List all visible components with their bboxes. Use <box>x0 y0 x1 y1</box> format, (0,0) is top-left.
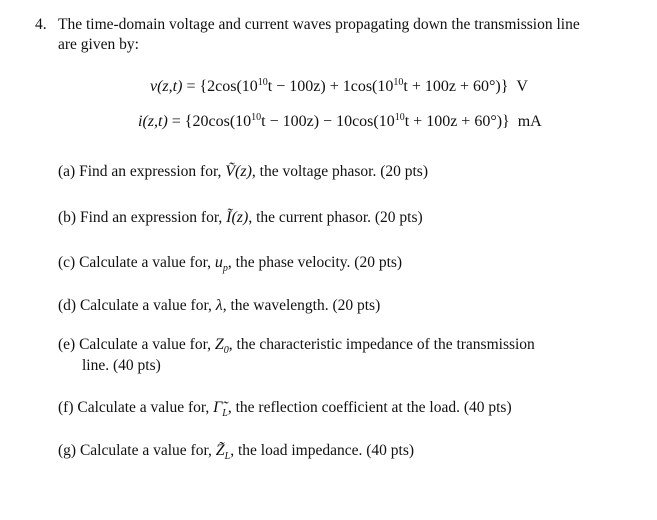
part-g <box>58 442 414 462</box>
current-rhs-c: t + 100z + 60°)} <box>404 113 510 130</box>
part-e-symbol <box>214 336 229 357</box>
part-e-suffix: , the characteristic impedance of the transmission <box>228 336 535 353</box>
part-c-suffix: , the phase velocity. (20 pts) <box>227 254 403 271</box>
voltage-exp-a: 10 <box>257 77 268 88</box>
part-g-symbol-sub: L <box>224 451 231 463</box>
part-c-symbol-main: u <box>214 254 223 271</box>
part-b-symbol: Ĩ(z) <box>226 209 249 226</box>
part-c <box>58 254 402 274</box>
part-f-symbol-main: Γ̃ <box>213 399 223 416</box>
voltage-equation <box>150 78 528 96</box>
part-e-symbol-sub: 0 <box>223 345 229 357</box>
problem-intro-line2: are given by: <box>58 36 139 53</box>
part-f-prefix: (f) Calculate a value for, <box>58 399 210 416</box>
part-f-symbol-sub: L <box>222 408 228 420</box>
part-a <box>58 163 428 181</box>
part-f-suffix: , the reflection coefficient at the load. (40 pts) <box>227 399 512 416</box>
part-d-symbol: λ <box>215 297 223 314</box>
part-f <box>58 399 512 419</box>
part-e-symbol-main: Z <box>214 336 224 353</box>
problem-number: 4. <box>35 16 47 33</box>
part-a-suffix: , the voltage phasor. (20 pts) <box>251 163 428 180</box>
part-g-symbol-main: Z̃ <box>215 442 225 459</box>
current-rhs-b: t − 100z) − 10cos(10 <box>261 113 395 130</box>
part-g-suffix: , the load impedance. (40 pts) <box>230 442 415 459</box>
part-d <box>58 297 380 315</box>
part-c-prefix: (c) Calculate a value for, <box>58 254 212 271</box>
voltage-exp-b: 10 <box>393 77 404 88</box>
part-c-symbol-sub: p <box>222 263 228 275</box>
part-e <box>58 336 535 356</box>
part-a-prefix: (a) Find an expression for, <box>58 163 222 180</box>
part-d-prefix: (d) Calculate a value for, <box>58 297 212 314</box>
current-equation <box>138 113 542 131</box>
current-exp-a: 10 <box>251 112 262 123</box>
problem-intro-line1: The time-domain voltage and current waves propagating down the transmission line <box>58 16 580 33</box>
voltage-rhs-c: t + 100z + 60°)} <box>403 78 509 95</box>
part-b-suffix: , the current phasor. (20 pts) <box>248 209 423 226</box>
part-g-prefix: (g) Calculate a value for, <box>58 442 212 459</box>
part-f-symbol <box>213 399 228 420</box>
part-a-symbol: Ṽ(z) <box>225 163 252 180</box>
voltage-unit: V <box>516 78 528 95</box>
part-e-prefix: (e) Calculate a value for, <box>58 336 212 353</box>
current-rhs-a: = {20cos(10 <box>171 113 252 130</box>
current-lhs: i(z,t) <box>138 113 168 130</box>
part-d-suffix: , the wavelength. (20 pts) <box>222 297 381 314</box>
current-exp-b: 10 <box>394 112 405 123</box>
current-unit: mA <box>517 113 542 130</box>
voltage-rhs-b: t − 100z) + 1cos(10 <box>267 78 394 95</box>
part-g-symbol <box>215 442 231 463</box>
part-b-prefix: (b) Find an expression for, <box>58 209 223 226</box>
part-b <box>58 209 423 227</box>
voltage-rhs-a: = {2cos(10 <box>186 78 258 95</box>
part-e-line2: line. (40 pts) <box>82 357 161 374</box>
voltage-lhs: v(z,t) <box>150 78 183 95</box>
part-c-symbol <box>214 254 228 275</box>
